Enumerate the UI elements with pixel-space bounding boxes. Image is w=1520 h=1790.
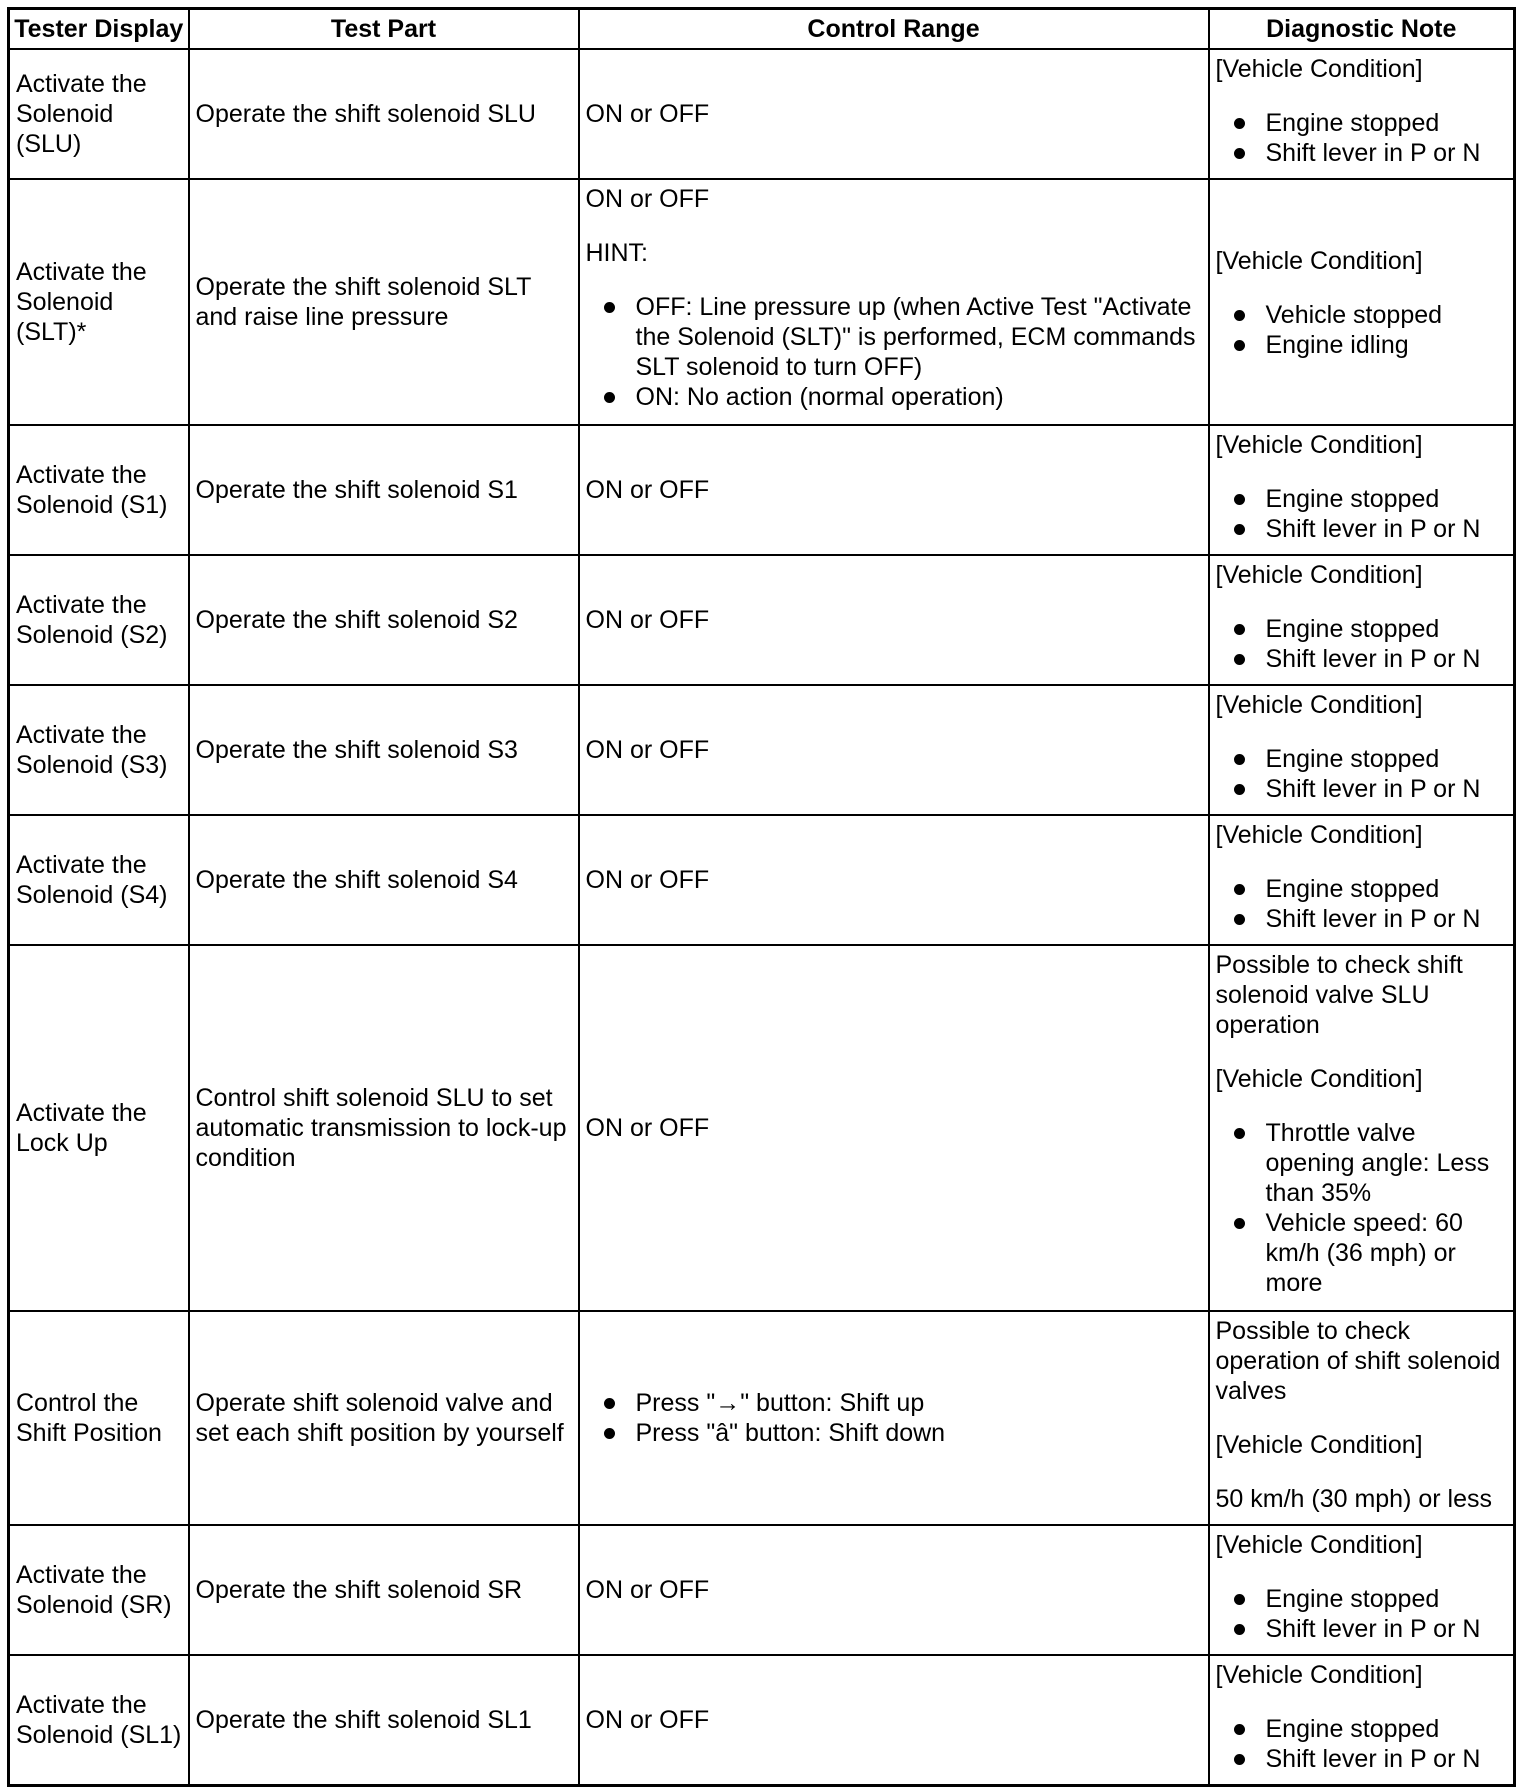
list-item: Engine stopped xyxy=(1216,1714,1508,1744)
diagnostic-note-cell xyxy=(1209,945,1515,1311)
condition-list xyxy=(1216,1714,1508,1774)
vehicle-condition-label: [Vehicle Condition] xyxy=(1215,821,1423,849)
tester-display-cell: Activate the Solenoid (S2) xyxy=(9,555,189,685)
header-test-part: Test Part xyxy=(189,9,579,50)
control-range-cell xyxy=(579,179,1209,425)
active-test-table-wrapper xyxy=(7,7,1513,1787)
control-range-cell: ON or OFF xyxy=(579,425,1209,555)
vehicle-condition-label: [Vehicle Condition] xyxy=(1215,691,1423,719)
control-range-list xyxy=(586,1388,1202,1448)
list-item: Shift lever in P or N xyxy=(1216,514,1508,544)
control-range-value: ON or OFF xyxy=(585,185,710,213)
test-part-cell: Operate the shift solenoid S4 xyxy=(189,815,579,945)
control-range-cell: ON or OFF xyxy=(579,1525,1209,1655)
speed-condition-text: 50 km/h (30 mph) or less xyxy=(1215,1485,1492,1513)
list-item: Engine stopped xyxy=(1216,484,1508,514)
test-part-cell: Operate the shift solenoid S1 xyxy=(189,425,579,555)
header-tester-display: Tester Display xyxy=(9,9,189,50)
list-item: Vehicle stopped xyxy=(1216,300,1508,330)
tester-display-cell: Activate the Solenoid (S1) xyxy=(9,425,189,555)
list-item: Throttle valve opening angle: Less than 35% xyxy=(1216,1118,1508,1208)
condition-list xyxy=(1216,1584,1508,1644)
diagnostic-note-cell xyxy=(1209,1311,1515,1525)
table-row xyxy=(9,685,1515,815)
diagnostic-note-cell xyxy=(1209,1525,1515,1655)
control-range-cell: ON or OFF xyxy=(579,945,1209,1311)
diagnostic-note-cell xyxy=(1209,425,1515,555)
table-row xyxy=(9,425,1515,555)
diagnostic-note-cell xyxy=(1209,555,1515,685)
list-item: Engine stopped xyxy=(1216,1584,1508,1614)
test-part-cell: Control shift solenoid SLU to set automatic transmission to lock-up condition xyxy=(189,945,579,1311)
tester-display-cell: Activate the Solenoid (SLU) xyxy=(9,49,189,179)
list-item: Engine stopped xyxy=(1216,874,1508,904)
hint-list xyxy=(586,292,1202,412)
control-range-cell: ON or OFF xyxy=(579,49,1209,179)
table-row xyxy=(9,1311,1515,1525)
tester-display-cell: Control the Shift Position xyxy=(9,1311,189,1525)
tester-display-cell: Activate the Solenoid (S3) xyxy=(9,685,189,815)
tester-display-cell: Activate the Solenoid (S4) xyxy=(9,815,189,945)
table-row xyxy=(9,49,1515,179)
diagnostic-note-text: Possible to check shift solenoid valve SLU operation xyxy=(1215,951,1463,1039)
test-part-cell: Operate the shift solenoid SLU xyxy=(189,49,579,179)
control-range-cell: ON or OFF xyxy=(579,685,1209,815)
diagnostic-note-cell xyxy=(1209,815,1515,945)
active-test-table xyxy=(7,7,1516,1787)
diagnostic-note-cell xyxy=(1209,1655,1515,1785)
condition-list xyxy=(1216,1118,1508,1298)
list-item: Shift lever in P or N xyxy=(1216,138,1508,168)
list-item: Shift lever in P or N xyxy=(1216,774,1508,804)
test-part-cell: Operate the shift solenoid SLT and raise line pressure xyxy=(189,179,579,425)
list-item: Vehicle speed: 60 km/h (36 mph) or more xyxy=(1216,1208,1508,1298)
vehicle-condition-label: [Vehicle Condition] xyxy=(1215,1531,1423,1559)
list-item: OFF: Line pressure up (when Active Test "Activate the Solenoid (SLT)" is performed, ECM commands SLT solenoid to turn OFF) xyxy=(586,292,1202,382)
control-range-cell: ON or OFF xyxy=(579,815,1209,945)
test-part-cell: Operate the shift solenoid S3 xyxy=(189,685,579,815)
list-item: Engine stopped xyxy=(1216,614,1508,644)
diagnostic-note-cell xyxy=(1209,685,1515,815)
vehicle-condition-label: [Vehicle Condition] xyxy=(1215,561,1423,589)
condition-list xyxy=(1216,874,1508,934)
list-item: Shift lever in P or N xyxy=(1216,1744,1508,1774)
condition-list xyxy=(1216,300,1508,360)
list-item: Engine stopped xyxy=(1216,744,1508,774)
list-item: Shift lever in P or N xyxy=(1216,1614,1508,1644)
hint-label: HINT: xyxy=(585,239,648,267)
test-part-cell: Operate the shift solenoid S2 xyxy=(189,555,579,685)
tester-display-cell: Activate the Solenoid (SLT)* xyxy=(9,179,189,425)
control-range-cell: ON or OFF xyxy=(579,1655,1209,1785)
test-part-cell: Operate shift solenoid valve and set each shift position by yourself xyxy=(189,1311,579,1525)
control-range-cell: ON or OFF xyxy=(579,555,1209,685)
vehicle-condition-label: [Vehicle Condition] xyxy=(1215,431,1423,459)
condition-list xyxy=(1216,108,1508,168)
condition-list xyxy=(1216,744,1508,804)
table-header-row xyxy=(9,9,1515,50)
diagnostic-note-cell xyxy=(1209,179,1515,425)
tester-display-cell: Activate the Solenoid (SL1) xyxy=(9,1655,189,1785)
control-range-cell xyxy=(579,1311,1209,1525)
diagnostic-note-text: Possible to check operation of shift solenoid valves xyxy=(1215,1317,1501,1405)
diagnostic-note-cell xyxy=(1209,49,1515,179)
condition-list xyxy=(1216,614,1508,674)
condition-list xyxy=(1216,484,1508,544)
list-item: Shift lever in P or N xyxy=(1216,904,1508,934)
table-row xyxy=(9,179,1515,425)
tester-display-cell: Activate the Solenoid (SR) xyxy=(9,1525,189,1655)
vehicle-condition-label: [Vehicle Condition] xyxy=(1215,55,1423,83)
table-row xyxy=(9,945,1515,1311)
table-row xyxy=(9,1655,1515,1785)
table-row xyxy=(9,555,1515,685)
vehicle-condition-label: [Vehicle Condition] xyxy=(1215,1661,1423,1689)
header-control-range: Control Range xyxy=(579,9,1209,50)
table-row xyxy=(9,1525,1515,1655)
test-part-cell: Operate the shift solenoid SL1 xyxy=(189,1655,579,1785)
list-item: ON: No action (normal operation) xyxy=(586,382,1202,412)
vehicle-condition-label: [Vehicle Condition] xyxy=(1215,247,1423,275)
list-item: Press "→" button: Shift up xyxy=(586,1388,1202,1418)
list-item: Engine idling xyxy=(1216,330,1508,360)
table-row xyxy=(9,815,1515,945)
list-item: Press "â" button: Shift down xyxy=(586,1418,1202,1448)
list-item: Engine stopped xyxy=(1216,108,1508,138)
vehicle-condition-label: [Vehicle Condition] xyxy=(1215,1431,1423,1459)
header-diagnostic-note: Diagnostic Note xyxy=(1209,9,1515,50)
test-part-cell: Operate the shift solenoid SR xyxy=(189,1525,579,1655)
tester-display-cell: Activate the Lock Up xyxy=(9,945,189,1311)
vehicle-condition-label: [Vehicle Condition] xyxy=(1215,1065,1423,1093)
list-item: Shift lever in P or N xyxy=(1216,644,1508,674)
